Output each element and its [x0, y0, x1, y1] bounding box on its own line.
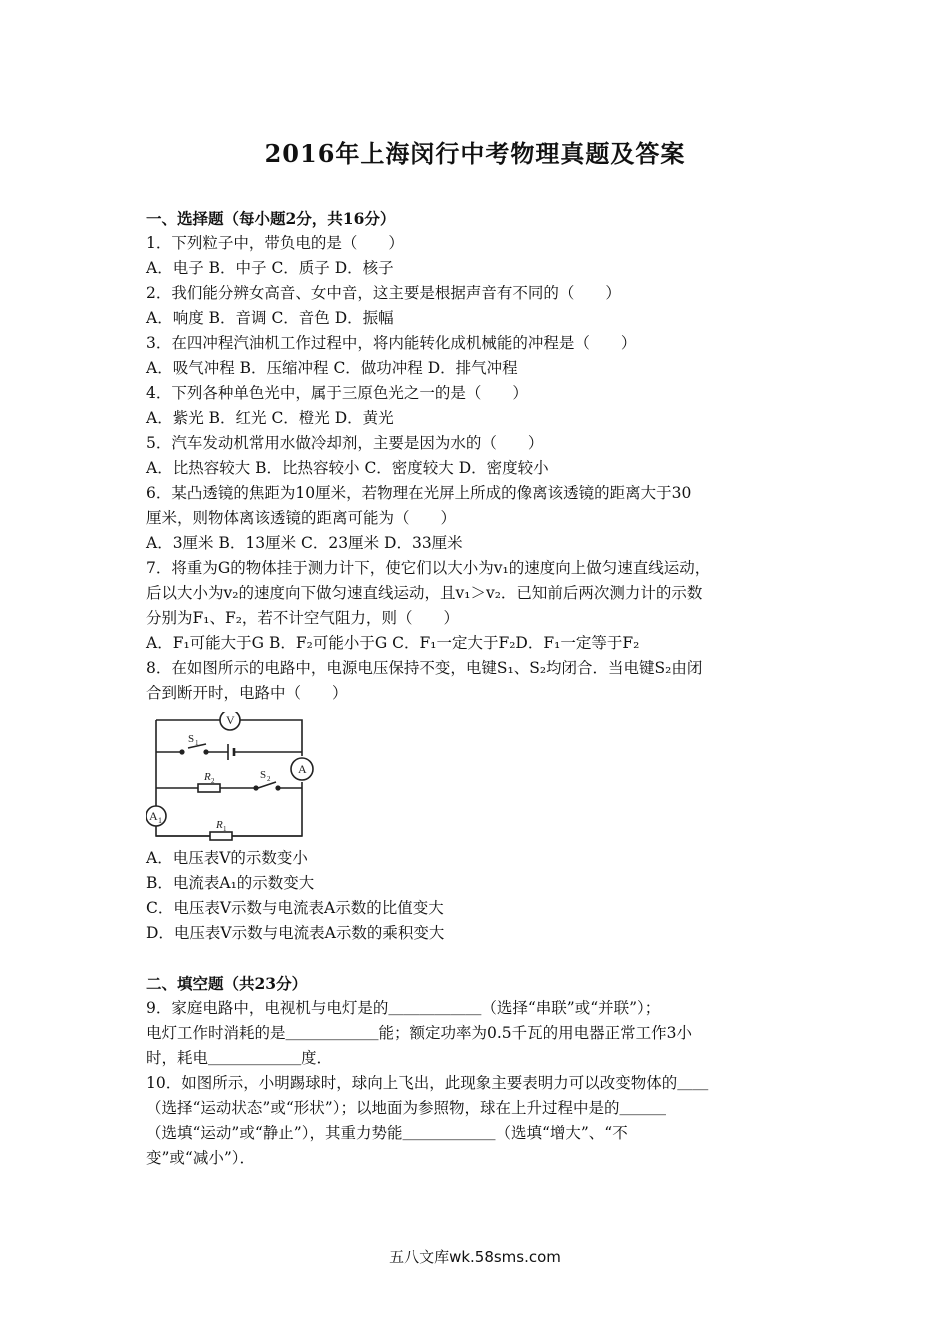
- question-line: 变”或“减小”）．: [146, 1149, 256, 1167]
- resistor-r1: [210, 832, 232, 840]
- page-title: 2016年上海闵行中考物理真题及答案: [264, 139, 686, 168]
- question-line: 分别为F₁、F₂，若不计空气阻力，则（ ）: [146, 609, 459, 627]
- question-line: A．3厘米 B．13厘米 C．23厘米 D．33厘米: [146, 534, 463, 552]
- resistor2-label: R: [204, 771, 211, 783]
- option-line: D．电压表V示数与电流表A示数的乘积变大: [146, 924, 445, 942]
- wire-left: [156, 720, 302, 836]
- switch1-subscript: 1: [195, 739, 199, 747]
- switch1-label: S: [188, 733, 195, 745]
- resistor1-subscript: 1: [223, 825, 227, 833]
- resistor1-label: R: [216, 819, 223, 831]
- switch2-label: S: [260, 769, 267, 781]
- question-line: 3．在四冲程汽油机工作过程中，将内能转化成机械能的冲程是（ ）: [146, 334, 637, 352]
- option-line: C．电压表V示数与电流表A示数的比值变大: [146, 899, 444, 917]
- question-line: A．F₁可能大于G B．F₂可能小于G C．F₁一定大于F₂D．F₁一定等于F₂: [146, 634, 640, 652]
- question-line: A．电子 B．中子 C．质子 D．核子: [146, 259, 394, 277]
- question-line: A．吸气冲程 B．压缩冲程 C．做功冲程 D．排气冲程: [146, 359, 518, 377]
- question-line: A．响度 B．音调 C．音色 D．振幅: [146, 309, 394, 327]
- section-heading-fill: 二、填空题（共23分）: [146, 974, 308, 993]
- option-line: B．电流表A₁的示数变大: [146, 874, 315, 892]
- question-line: 6．某凸透镜的焦距为10厘米，若物理在光屏上所成的像离该透镜的距离大于30: [146, 484, 692, 502]
- switch2-contact: [254, 786, 258, 790]
- wire-battery-branch: [156, 744, 302, 752]
- option-line: A．电压表V的示数变小: [146, 849, 308, 867]
- question-line: 7．将重为G的物体挂于测力计下，使它们以大小为v₁的速度向上做匀速直线运动，: [146, 559, 711, 577]
- question-line: 8．在如图所示的电路中，电源电压保持不变，电键S₁、S₂均闭合．当电键S₂由闭: [146, 659, 703, 677]
- voltmeter-label: V: [226, 713, 235, 727]
- question-line: 5．汽车发动机常用水做冷却剂，主要是因为水的（ ）: [146, 434, 544, 452]
- switch1-contact: [180, 750, 184, 754]
- footer-watermark: 五八文库wk.58sms.com: [389, 1248, 561, 1266]
- question-line: 合到断开时，电路中（ ）: [146, 684, 348, 702]
- question-line: （选择“运动状态”或“形状”）；以地面为参照物，球在上升过程中是的＿＿＿: [146, 1099, 666, 1117]
- ammeter1-subscript: 1: [158, 816, 162, 825]
- circuit-diagram: [146, 712, 322, 842]
- exam-content: [146, 206, 816, 1171]
- question-line: 厘米，则物体离该透镜的距离可能为（ ）: [146, 509, 457, 527]
- switch1-contact: [204, 750, 208, 754]
- question-line: 9．家庭电路中，电视机与电灯是的＿＿＿＿＿＿（选择“串联”或“并联”）；: [146, 999, 661, 1017]
- resistor2-subscript: 2: [211, 777, 215, 785]
- question-line: A．比热容较大 B．比热容较小 C．密度较大 D．密度较小: [146, 459, 549, 477]
- question-line: A．紫光 B．红光 C．橙光 D．黄光: [146, 409, 394, 427]
- question-line: 时，耗电＿＿＿＿＿＿度．: [146, 1049, 333, 1067]
- resistor-r2: [198, 784, 220, 792]
- question-line: 1．下列粒子中，带负电的是（ ）: [146, 234, 404, 252]
- section-gap: [146, 946, 816, 971]
- switch2-subscript: 2: [267, 775, 271, 783]
- ammeter1-label: A: [149, 809, 158, 823]
- question-line: 2．我们能分辨女高音、女中音，这主要是根据声音有不同的（ ）: [146, 284, 621, 302]
- question-line: 10．如图所示，小明踢球时，球向上飞出，此现象主要表明力可以改变物体的＿＿: [146, 1074, 709, 1092]
- question-line: 后以大小为v₂的速度向下做匀速直线运动，且v₁＞v₂．已知前后两次测力计的示数: [146, 584, 703, 602]
- question-line: 4．下列各种单色光中，属于三原色光之一的是（ ）: [146, 384, 528, 402]
- question-line: 电灯工作时消耗的是＿＿＿＿＿＿能；额定功率为0.5千瓦的用电器正常工作3小: [146, 1024, 693, 1042]
- ammeter-label: A: [298, 762, 307, 776]
- section-heading-choice: 一、选择题（每小题2分，共16分）: [146, 209, 396, 228]
- question-line: （选填“运动”或“静止”），其重力势能＿＿＿＿＿＿（选填“增大”、“不: [146, 1124, 628, 1142]
- switch2-contact: [276, 786, 280, 790]
